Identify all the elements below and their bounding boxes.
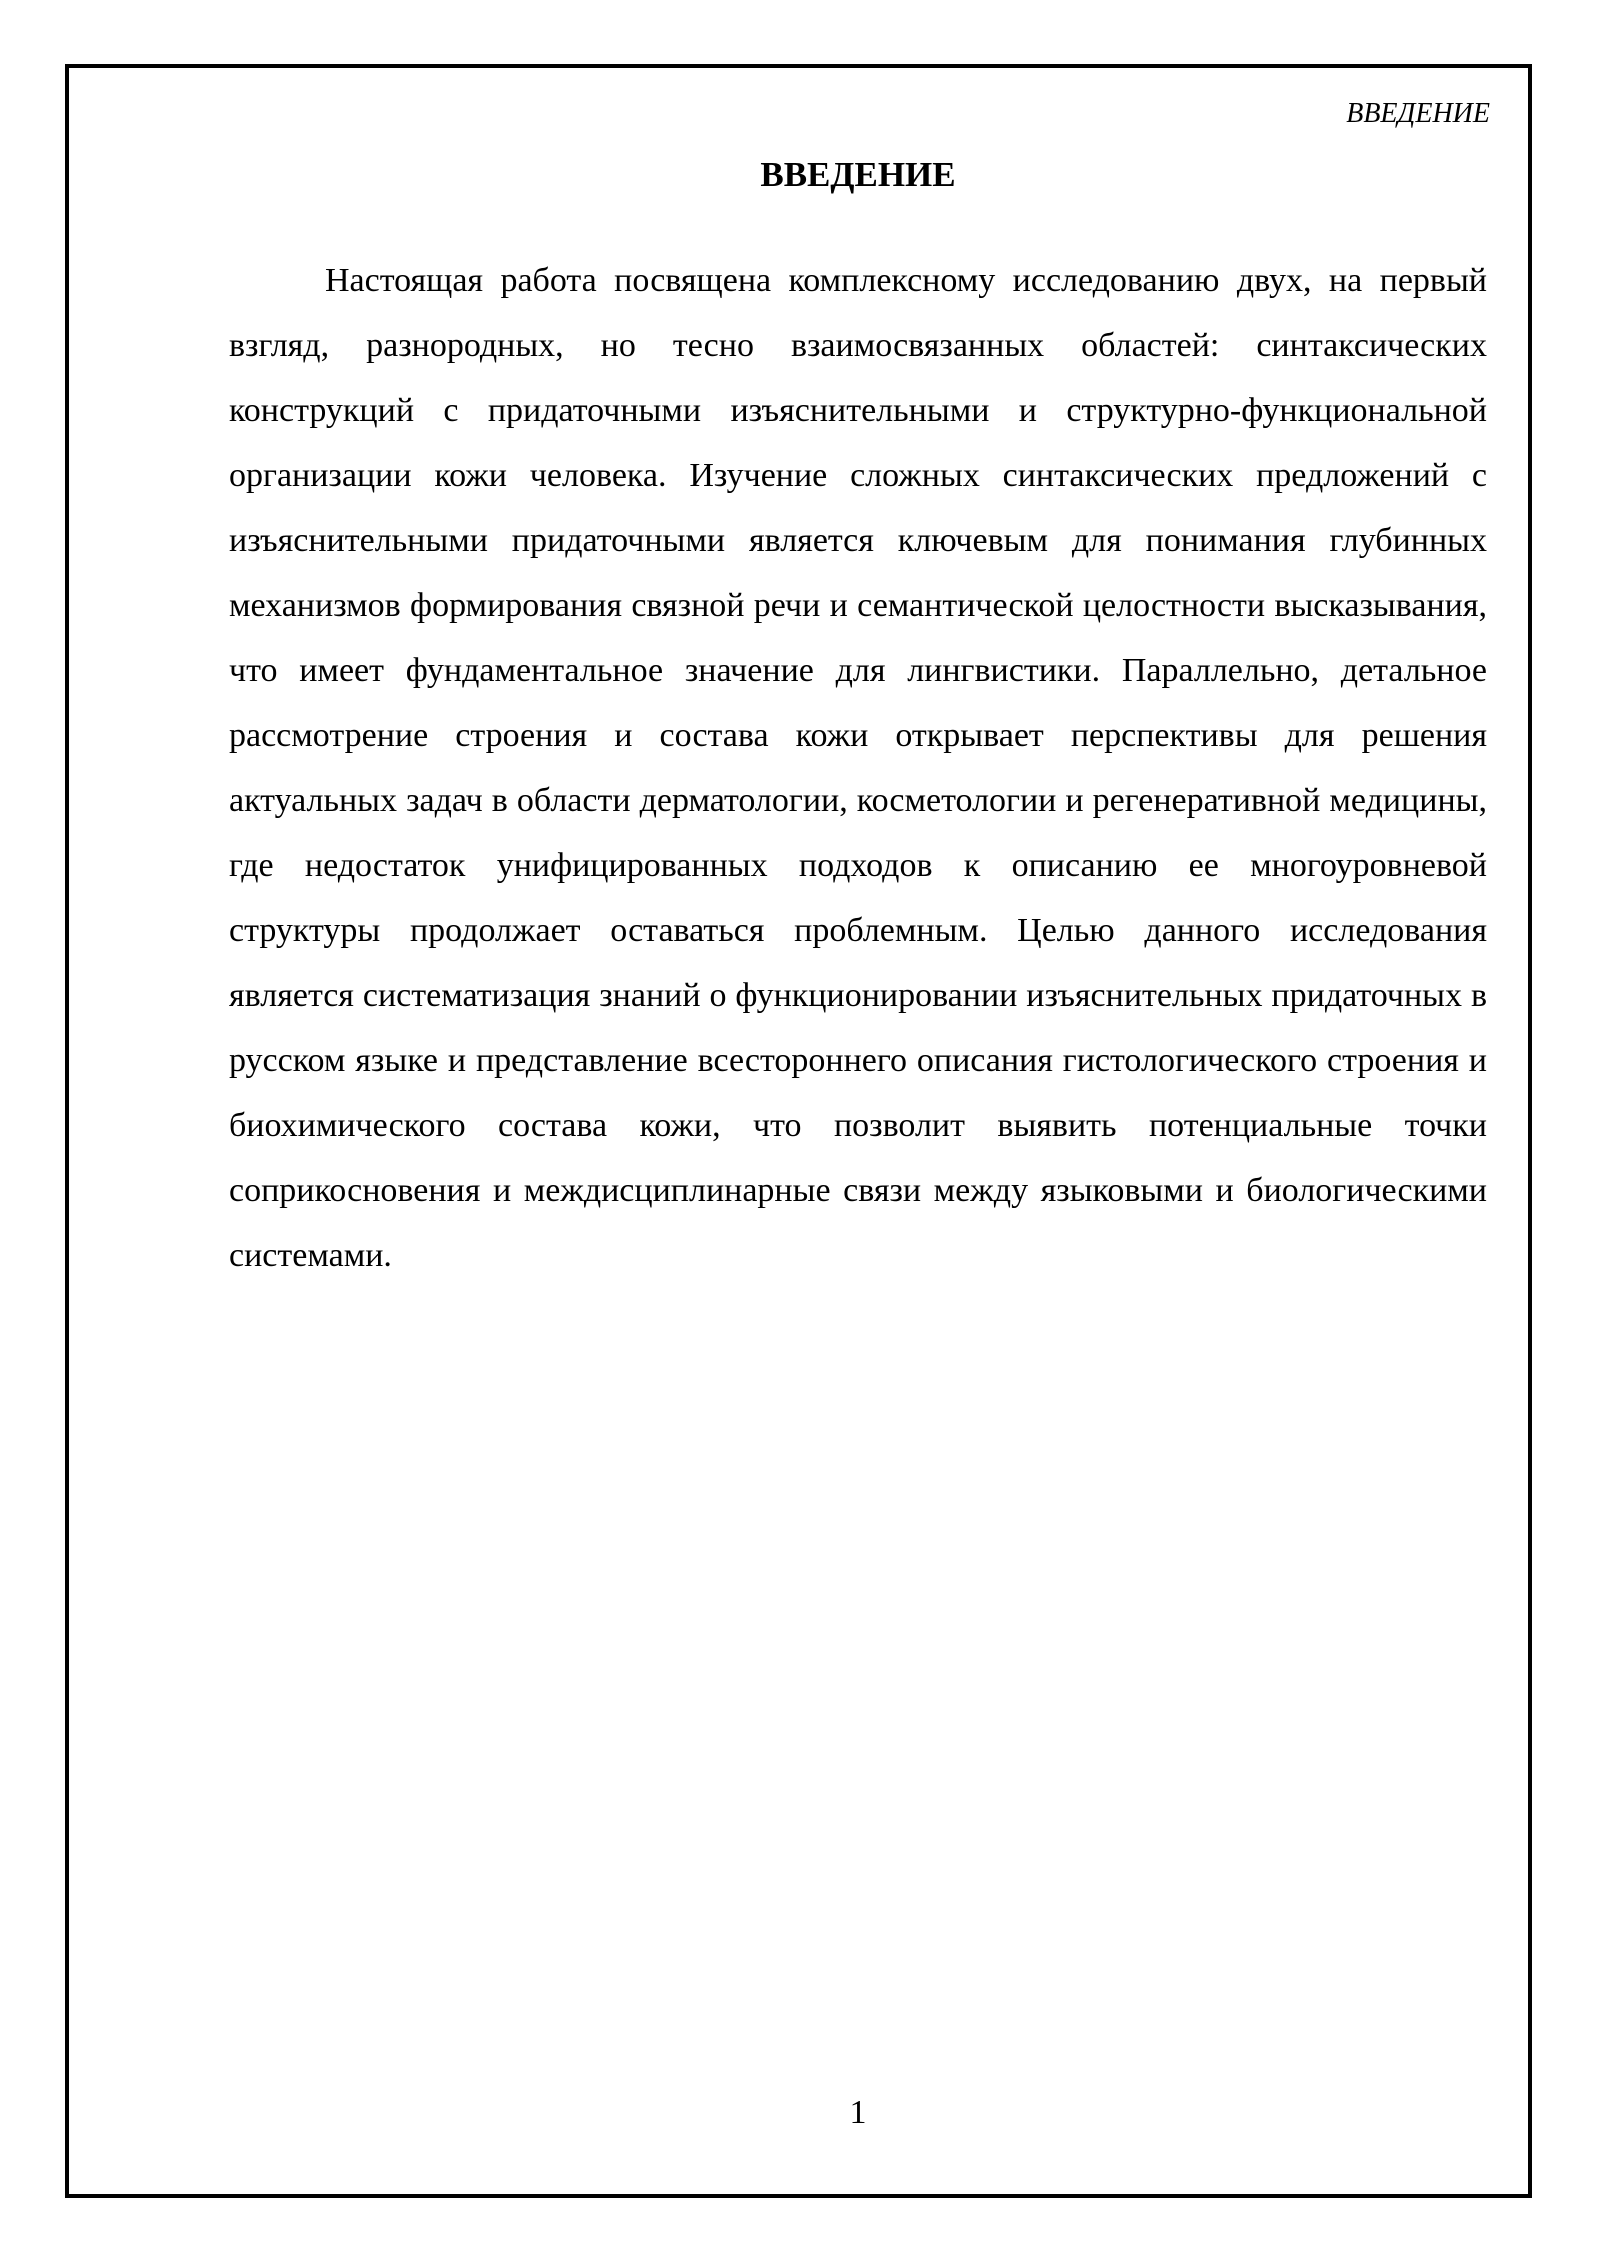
introduction-paragraph: Настоящая работа посвящена комплексному исследованию двух, на первый взгляд, разнородных, но тесно взаимосвязанных областей: синтаксических конструкций с придаточными изъяснительными и структурно-функциональной организации кожи человека. Изучение сложных синтаксических предложений с изъяснительными придаточными является ключевым для понимания глубинных механизмов формирования связной речи и семантической целостности высказывания, что имеет фундаментальное значение для лингвистики. Параллельно, детальное рассмотрение строения и состава кожи открывает перспективы для решения актуальных задач в области дерматологии, косметологии и регенеративной медицины, где недостаток унифицированных подходов к описанию ее многоуровневой структуры продолжает оставаться проблемным. Целью данного исследования является систематизация знаний о функционировании изъяснительных придаточных в русском языке и представление всестороннего описания гистологического строения и биохимического состава кожи, что позволит выявить потенциальные точки соприкосновения и междисциплинарные связи между языковыми и биологическими системами. <box>229 262 1487 1274</box>
page-number: 1 <box>849 2094 867 2131</box>
running-header: ВВЕДЕНИЕ <box>1346 98 1490 129</box>
page-title: ВВЕДЕНИЕ <box>760 155 956 194</box>
